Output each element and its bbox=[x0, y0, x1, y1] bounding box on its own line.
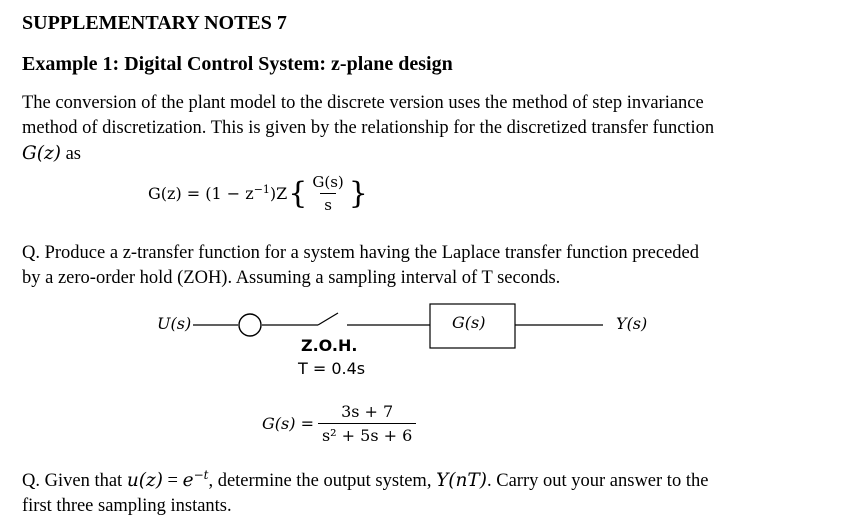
u-of-z: u(z) bbox=[126, 470, 163, 492]
fraction-numerator: G(s) bbox=[312, 173, 344, 191]
tf-lhs: G(s) = bbox=[262, 414, 314, 433]
sampling-label: T = 0.4s bbox=[298, 359, 366, 378]
example-heading: Example 1: Digital Control System: z-plane design bbox=[22, 53, 453, 75]
question-2-line-2: first three sampling instants. bbox=[22, 496, 232, 517]
left-brace: { bbox=[288, 175, 308, 211]
question-1-line-2: by a zero-order hold (ZOH). Assuming a sampling interval of T seconds. bbox=[22, 268, 561, 288]
tf-fraction bbox=[318, 402, 416, 445]
switch-arm bbox=[318, 313, 338, 325]
y-of-nt: Y(nT) bbox=[436, 470, 487, 492]
equation-mid: )Z bbox=[269, 184, 288, 203]
output-label: Y(s) bbox=[616, 314, 648, 333]
plant-block-label: G(s) bbox=[452, 313, 486, 332]
equation-lhs: G(z) = (1 − z bbox=[148, 184, 254, 203]
right-brace: } bbox=[348, 175, 368, 211]
tf-numerator: 3s + 7 bbox=[341, 402, 394, 421]
g-of-z: G(z) bbox=[22, 143, 61, 164]
q2-suffix: . Carry out your answer to the bbox=[486, 471, 709, 492]
q2-prefix: Q. Given that bbox=[22, 471, 127, 492]
q2-equals: = bbox=[162, 471, 183, 492]
intro-line-1: The conversion of the plant model to the discrete version uses the method of step invariance bbox=[22, 93, 704, 113]
e-exponent: −t bbox=[193, 468, 209, 482]
q2-mid: , determine the output system, bbox=[208, 471, 437, 492]
question-2 bbox=[22, 463, 837, 519]
e-symbol: e bbox=[182, 470, 194, 492]
fraction-denominator: s bbox=[320, 193, 336, 214]
question-2-line-1 bbox=[22, 463, 837, 494]
intro-line-2: method of discretization. This is given by the relationship for the discretized transfer function bbox=[22, 118, 715, 138]
question-1-line-1: Q. Produce a z-transfer function for a system having the Laplace transfer function preceded bbox=[22, 243, 700, 263]
zoh-switch-node bbox=[239, 314, 261, 336]
as-word: as bbox=[65, 144, 82, 164]
page-title: SUPPLEMENTARY NOTES 7 bbox=[22, 12, 287, 34]
equation-exponent: −1 bbox=[253, 183, 270, 196]
equation-transfer-function bbox=[262, 402, 416, 445]
input-label: U(s) bbox=[157, 314, 192, 333]
tf-denominator: s² + 5s + 6 bbox=[318, 423, 416, 445]
zoh-label: Z.O.H. bbox=[301, 336, 358, 355]
